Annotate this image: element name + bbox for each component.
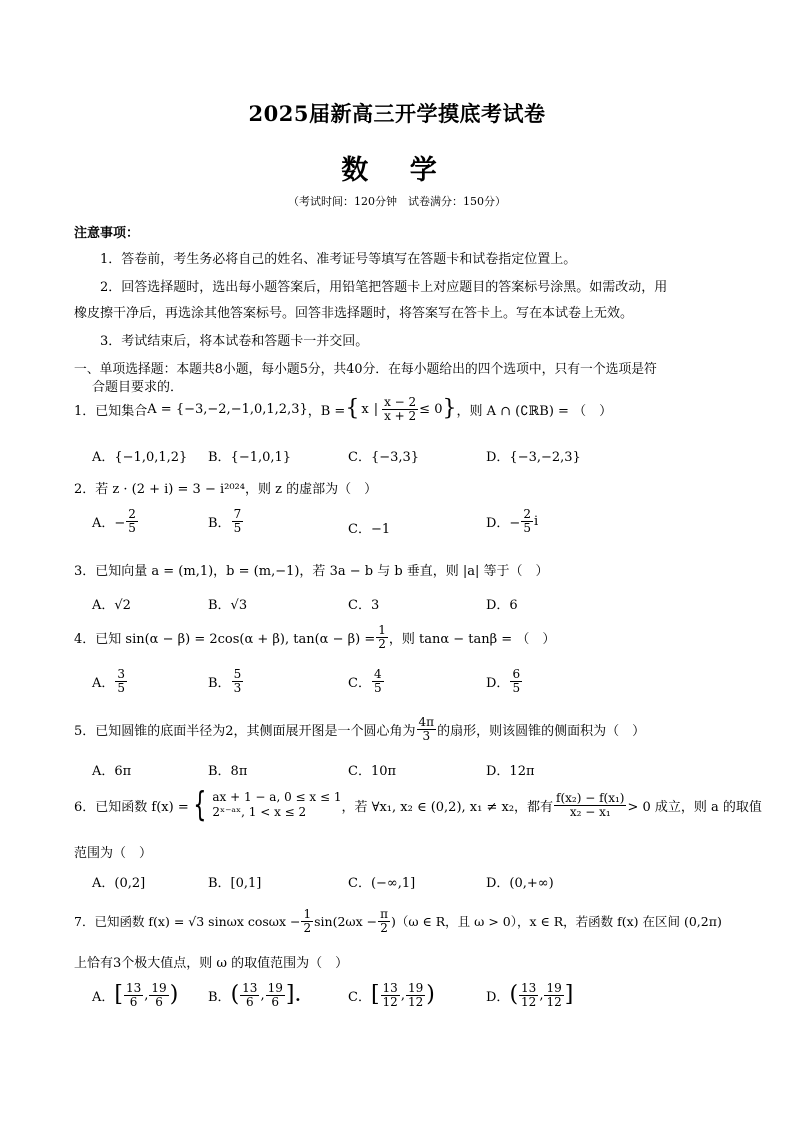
q3-option-b[interactable]: B．√3	[208, 598, 248, 613]
q3-option-a[interactable]: A．√2	[92, 598, 131, 613]
q2-option-d[interactable]: D．− $\frac{2}{5}$ i	[486, 507, 539, 535]
section-heading: 一、单项选择题：本题共8小题，每小题5分，共40分．在每小题给出的四个选项中，只有一个选项是符	[74, 362, 657, 377]
q5-option-b[interactable]: B．8π	[208, 764, 248, 779]
q6-option-b[interactable]: B．[0,1]	[208, 876, 262, 891]
q4-option-b[interactable]: B． $\frac{5}{3}$	[208, 667, 242, 695]
q7-option-b[interactable]: B． ( $\frac{13}{6}$ , $\frac{19}{6}$ ]．	[208, 981, 317, 1009]
q3-option-c[interactable]: C．3	[348, 598, 380, 613]
question-1: 1．已知集合 A = {−3,−2,−1,0,1,2,3} ，B = { x | $\frac{x - 2}{x + 2}$ ≤ 0 } ，则 A ∩ (∁ℝB) = （ ）	[74, 395, 613, 423]
q7-option-d[interactable]: D． ( $\frac{13}{12}$ , $\frac{19}{12}$ ]	[486, 981, 574, 1009]
question-7-cont: 上恰有3个极大值点，则 ω 的取值范围为（ ）	[74, 956, 349, 971]
q1-setB-post: ≤ 0	[419, 401, 443, 417]
q7-option-c[interactable]: C． [ $\frac{13}{12}$ , $\frac{19}{12}$ )	[348, 981, 435, 1009]
notice-item-2: 2．回答选择题时，选出每小题答案后，用铅笔把答题卡上对应题目的答案标号涂黑。如需改动，用	[100, 280, 668, 295]
q1-brace-close: }	[442, 396, 457, 422]
q4-option-a[interactable]: A． $\frac{3}{5}$	[92, 667, 126, 695]
q1-option-a[interactable]: A．{−1,0,1,2}	[92, 450, 188, 465]
question-2: 2．若 z · (2 + i) = 3 − i²⁰²⁴，则 z 的虚部为（ ）	[74, 482, 378, 497]
q1-setB-frac: $\frac{x - 2}{x + 2}$	[384, 395, 417, 423]
question-6-cont: 范围为（ ）	[74, 846, 153, 861]
q2-option-b[interactable]: B． $\frac{7}{5}$	[208, 507, 242, 535]
time-info: （考试时间：120分钟 试卷满分：150分）	[288, 195, 506, 208]
q1-setB-pre: ，B =	[307, 403, 346, 419]
q6-option-d[interactable]: D．(0,+∞)	[486, 876, 554, 891]
q6-option-c[interactable]: C．(−∞,1]	[348, 876, 416, 891]
q6-piecewise: { ax + 1 − a, 0 ≤ x ≤ 1 2ˣ⁻ᵃˣ, 1 < x ≤ 2	[193, 785, 342, 825]
q1-option-d[interactable]: D．{−3,−2,3}	[486, 450, 581, 465]
q7-option-a[interactable]: A． [ $\frac{13}{6}$ , $\frac{19}{6}$ )	[92, 981, 179, 1009]
q5-option-d[interactable]: D．12π	[486, 764, 535, 779]
q4-option-d[interactable]: D． $\frac{6}{5}$	[486, 667, 521, 695]
q1-setA: A = {−3,−2,−1,0,1,2,3}	[147, 401, 308, 417]
notice-item-2-cont: 橡皮擦干净后，再选涂其他答案标号。回答非选择题时，将答案写在答卡上。写在本试卷上无效。	[74, 306, 634, 321]
q4-option-c[interactable]: C． $\frac{4}{5}$	[348, 667, 382, 695]
q1-tail: ，则 A ∩ (∁ℝB) = （ ）	[456, 403, 613, 419]
q2-option-a[interactable]: A．− $\frac{2}{5}$	[92, 507, 136, 535]
question-7: 7．已知函数 f(x) = √3 sinωx cosωx − $\frac{1}{2}$ sin(2ωx − $\frac{\pi}{2}$ )（ω ∈ R，且 ω > 0），x ∈ R，若函数 f(x) 在区间 (0,2π)	[74, 907, 722, 935]
notice-item-3: 3．考试结束后，将本试卷和答题卡一并交回。	[100, 334, 369, 349]
q5-option-c[interactable]: C．10π	[348, 764, 397, 779]
q6-option-a[interactable]: A．(0,2]	[92, 876, 146, 891]
q1-option-b[interactable]: B．{−1,0,1}	[208, 450, 292, 465]
notice-item-1: 1．答卷前，考生务必将自己的姓名、准考证号等填写在答题卡和试卷指定位置上。	[100, 252, 577, 267]
q1-brace-open: {	[345, 396, 360, 422]
subject-title: 数 学	[341, 155, 453, 186]
notice-heading: 注意事项：	[74, 226, 140, 241]
q5-option-a[interactable]: A．6π	[92, 764, 132, 779]
exam-title: 2025届新高三开学摸底考试卷	[248, 101, 546, 126]
question-3: 3．已知向量 a = (m,1)，b = (m,−1)，若 3a − b 与 b 垂直，则 |a| 等于（ ）	[74, 564, 549, 579]
q3-option-d[interactable]: D．6	[486, 598, 518, 613]
q1-option-c[interactable]: C．{−3,3}	[348, 450, 420, 465]
question-6: 6．已知函数 f(x) = { ax + 1 − a, 0 ≤ x ≤ 1 2ˣ⁻ᵃˣ, 1 < x ≤ 2 ，若 ∀x₁, x₂ ∈ (0,2), x₁ ≠ x₂，都有 $\frac{\text{f(x₂) − f(x₁)}}{\text{x₂ − x₁}}$ > 0 成立，则 a 的取值	[74, 785, 762, 825]
question-4: 4．已知 sin(α − β) = 2cos(α + β), tan(α − β) = $\frac{1}{2}$ ，则 tanα − tanβ = （ ）	[74, 623, 556, 651]
q1-num: 1．已知集合	[74, 403, 148, 419]
question-5: 5．已知圆锥的底面半径为2，其侧面展开图是一个圆心角为 $\frac{4\pi}{3}$ 的扇形，则该圆锥的侧面积为（ ）	[74, 715, 646, 743]
q2-option-c[interactable]: C．−1	[348, 522, 391, 537]
section-heading-cont: 合题目要求的．	[92, 380, 184, 395]
